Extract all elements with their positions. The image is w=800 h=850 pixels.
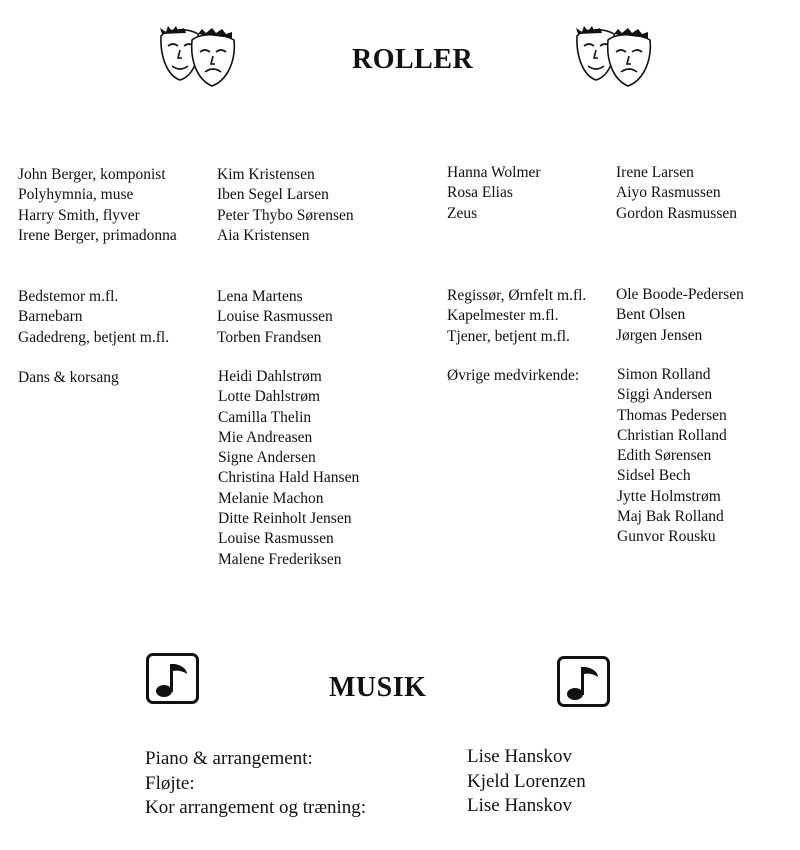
actor: Camilla Thelin <box>218 408 312 426</box>
actor: Maj Bak Rolland <box>617 508 724 526</box>
actor: Lena Martens <box>217 288 303 305</box>
group3-role-left <box>18 368 119 388</box>
actor: Gordon Rasmussen <box>616 204 737 222</box>
actor: Heidi Dahlstrøm <box>218 368 322 385</box>
role: Barnebarn <box>18 308 83 326</box>
theater-masks-icon <box>158 26 238 93</box>
role: Zeus <box>447 204 478 222</box>
actor: Peter Thybo Sørensen <box>217 206 354 224</box>
musik-label: Piano & arrangement: <box>145 748 313 769</box>
music-note-icon-right <box>557 656 610 707</box>
role: Øvrige medvirkende: <box>447 367 580 384</box>
actor: Malene Frederiksen <box>218 550 342 568</box>
actor: Edith Sørensen <box>617 447 712 465</box>
actor: Siggi Andersen <box>617 386 713 404</box>
actor: Ditte Reinholt Jensen <box>218 510 352 528</box>
actor: Gunvor Rousku <box>617 528 716 546</box>
actor: Irene Larsen <box>616 164 694 181</box>
group3-actors-right <box>617 365 727 548</box>
role: Irene Berger, primadonna <box>18 226 177 244</box>
actor: Torben Frandsen <box>217 328 322 346</box>
group1-roles-right <box>447 163 541 224</box>
actor: Christina Hald Hansen <box>218 469 360 487</box>
musik-heading: MUSIK <box>329 672 427 703</box>
actor: Christian Rolland <box>617 426 727 444</box>
role: Regissør, Ørnfelt m.fl. <box>447 287 587 304</box>
role: Hanna Wolmer <box>447 164 541 181</box>
actor: Aiyo Rasmussen <box>616 184 721 202</box>
role: Tjener, betjent m.fl. <box>447 327 570 345</box>
actor: Lotte Dahlstrøm <box>218 388 321 406</box>
actor: Louise Rasmussen <box>218 530 334 548</box>
actor: Ole Boode-Pedersen <box>616 286 744 303</box>
group1-roles-left <box>18 165 177 246</box>
musik-label: Fløjte: <box>145 772 195 794</box>
actor: Bent Olsen <box>616 306 686 324</box>
musik-labels <box>145 747 366 821</box>
role: Bedstemor m.fl. <box>18 288 119 305</box>
actor: Melanie Machon <box>218 489 324 507</box>
actor: Iben Segel Larsen <box>217 186 329 204</box>
musik-name: Kjeld Lorenzen <box>467 770 586 792</box>
group2-actors-left <box>217 287 333 348</box>
actor: Louise Rasmussen <box>217 308 333 326</box>
musik-name: Lise Hanskov <box>467 746 573 767</box>
actor: Signe Andersen <box>218 449 316 467</box>
group3-role-right <box>447 366 579 386</box>
actor: Mie Andreasen <box>218 428 313 446</box>
musik-label: Kor arrangement og træning: <box>145 797 367 818</box>
role: John Berger, komponist <box>18 166 166 183</box>
role: Polyhymnia, muse <box>18 186 134 204</box>
musik-name: Lise Hanskov <box>467 795 573 816</box>
roller-heading: ROLLER <box>352 44 474 75</box>
role: Gadedreng, betjent m.fl. <box>18 328 170 346</box>
actor: Thomas Pedersen <box>617 406 727 424</box>
group3-actors-left <box>218 367 359 570</box>
group1-actors-right <box>616 163 737 224</box>
theater-masks-icon-right <box>574 26 654 93</box>
role: Kapelmester m.fl. <box>447 307 559 325</box>
group2-roles-left <box>18 287 169 348</box>
role: Rosa Elias <box>447 184 513 202</box>
musik-names <box>467 745 586 819</box>
role: Dans & korsang <box>18 369 119 386</box>
group2-actors-right <box>616 285 744 346</box>
actor: Kim Kristensen <box>217 166 315 183</box>
group1-actors-left <box>217 165 354 246</box>
group2-roles-right <box>447 286 586 347</box>
role: Harry Smith, flyver <box>18 206 140 224</box>
actor: Aia Kristensen <box>217 226 310 244</box>
actor: Jørgen Jensen <box>616 326 703 344</box>
music-note-icon <box>146 653 199 704</box>
actor: Jytte Holmstrøm <box>617 487 721 505</box>
actor: Sidsel Bech <box>617 467 691 485</box>
actor: Simon Rolland <box>617 366 711 383</box>
